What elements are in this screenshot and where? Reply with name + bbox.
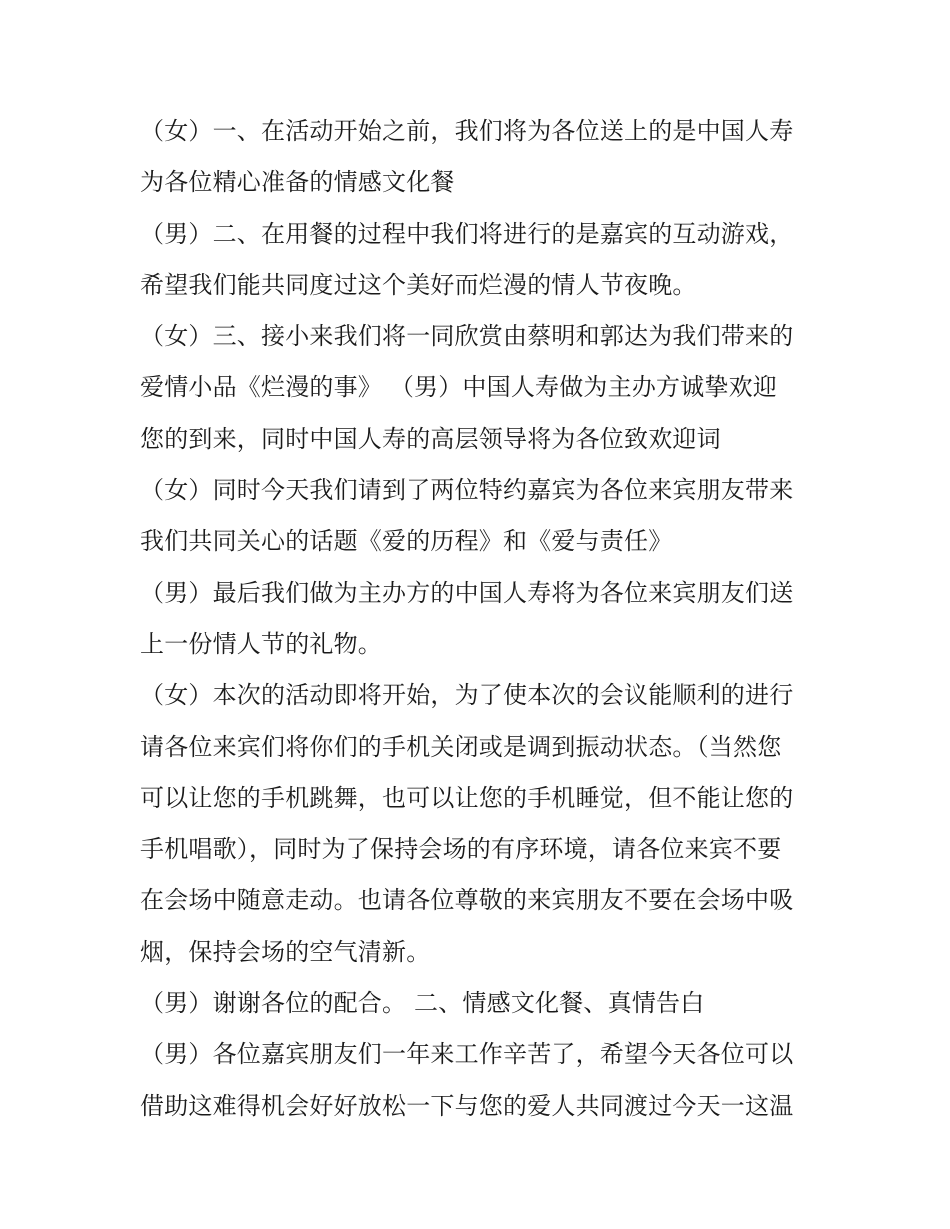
text-line: （女）本次的活动即将开始，为了使本次的会议能顺利的进行 <box>140 681 794 710</box>
text-line: （女）一、在活动开始之前，我们将为各位送上的是中国人寿 <box>140 117 794 145</box>
text-line: 为各位精心准备的情感文化餐 <box>140 168 455 197</box>
text-line: （女）三、接小来我们将一同欣赏由蔡明和郭达为我们带来的 <box>140 322 794 351</box>
text-line: （男）谢谢各位的配合。 二、情感文化餐、真情告白 <box>140 989 705 1018</box>
text-line: 在会场中随意走动。也请各位尊敬的来宾朋友不要在会场中吸 <box>140 886 794 915</box>
text-line: （男）二、在用餐的过程中我们将进行的是嘉宾的互动游戏， <box>140 219 794 248</box>
text-line: 您的到来，同时中国人寿的高层领导将为各位致欢迎词 <box>140 424 721 453</box>
text-line: 借助这难得机会好好放松一下与您的爱人共同渡过今天一这温 <box>140 1091 794 1120</box>
text-line: 可以让您的手机跳舞，也可以让您的手机睡觉，但不能让您的 <box>140 783 794 812</box>
document-body <box>140 106 830 1132</box>
text-line: （女）同时今天我们请到了两位特约嘉宾为各位来宾朋友带来 <box>140 476 794 505</box>
text-line: 爱情小品《烂漫的事》 （男）中国人寿做为主办方诚挚欢迎 <box>140 373 778 402</box>
text-line: （男）最后我们做为主办方的中国人寿将为各位来宾朋友们送 <box>140 578 794 607</box>
text-line: 希望我们能共同度过这个美好而烂漫的情人节夜晚。 <box>140 270 697 299</box>
text-line: 上一份情人节的礼物。 <box>140 629 382 658</box>
text-line: 请各位来宾们将你们的手机关闭或是调到振动状态。（当然您 <box>140 732 782 761</box>
text-line: （男）各位嘉宾朋友们一年来工作辛苦了，希望今天各位可以 <box>140 1040 794 1069</box>
text-line: 手机唱歌），同时为了保持会场的有序环境，请各位来宾不要 <box>140 835 782 864</box>
text-line: 我们共同关心的话题《爱的历程》和《爱与责任》 <box>140 527 673 556</box>
text-line: 烟，保持会场的空气清新。 <box>140 937 431 966</box>
